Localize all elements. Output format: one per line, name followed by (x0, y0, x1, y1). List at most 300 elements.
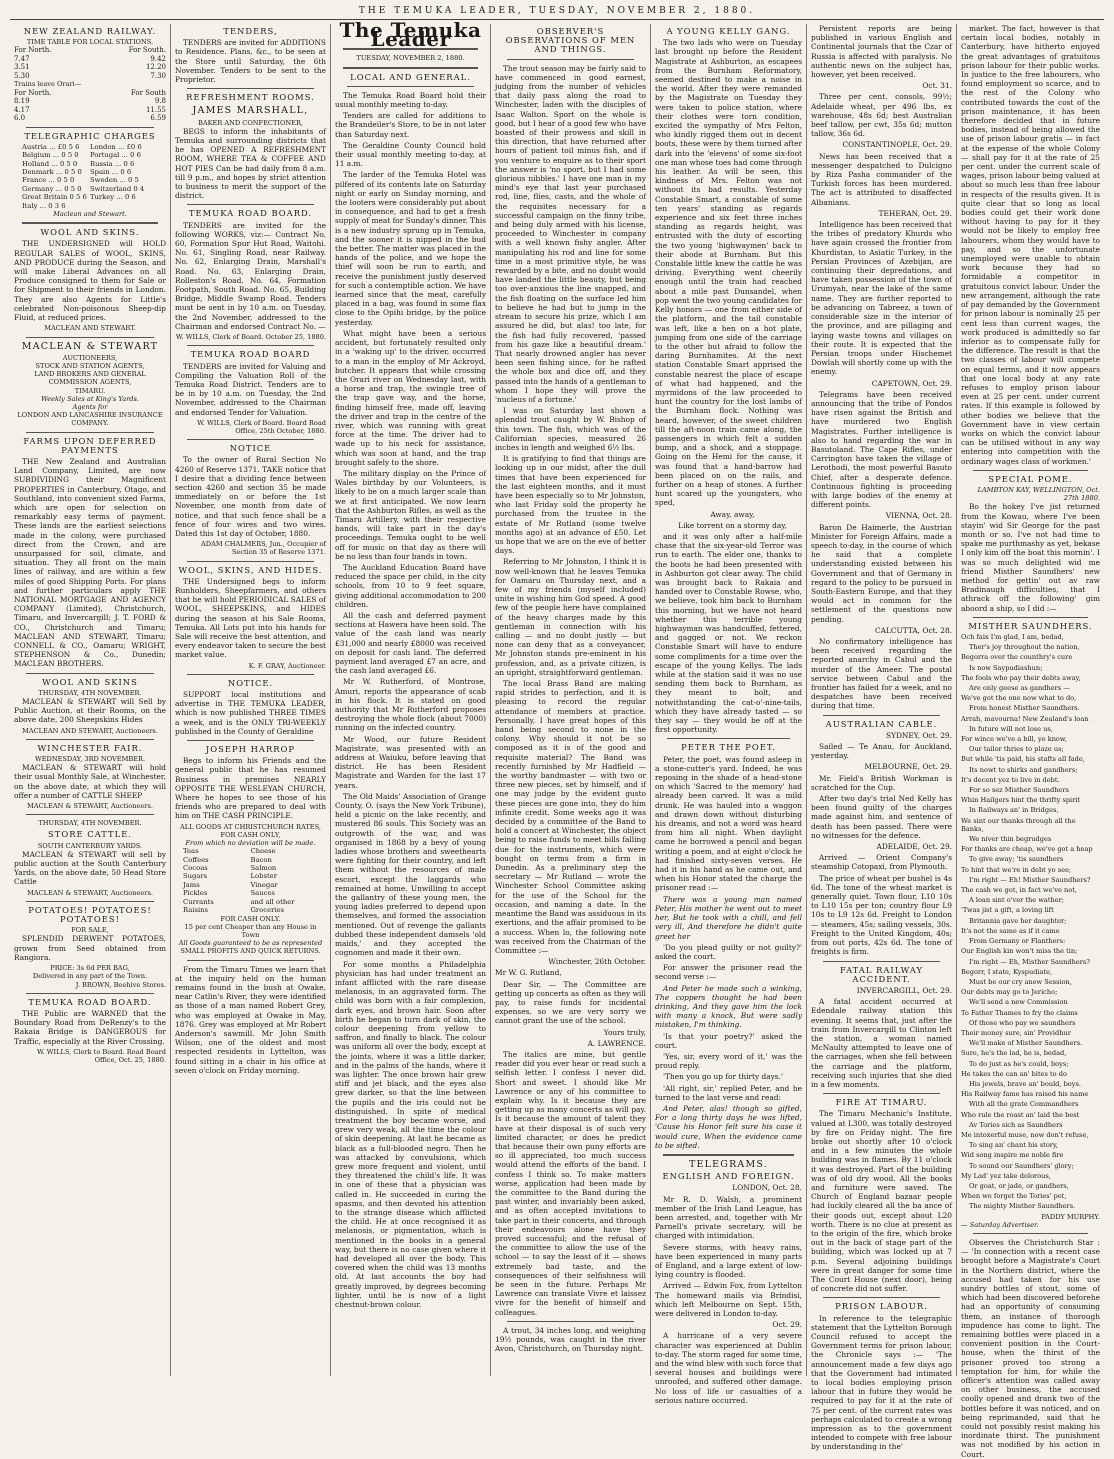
text-line: Portugal ... 0 6 (90, 151, 141, 160)
text-line: 9.42 (150, 54, 166, 63)
running-title: THE TEMUKA LEADER, TUESDAY, NOVEMBER 2, 1880. (10, 6, 1104, 20)
column-4 (490, 24, 650, 1376)
text-line: My Lad' yez take dolorous, (961, 1171, 1051, 1180)
divider (26, 432, 154, 433)
divider (973, 470, 1088, 471)
notice2-title: NOTICE. (227, 677, 274, 688)
text-line: Teas (183, 847, 199, 856)
divider (347, 86, 474, 87)
australian-cable-title: AUSTRALIAN CABLE. (825, 718, 938, 729)
text-line: Turkey ... 0 6 (90, 193, 136, 202)
article-paragraph: I was on Saturday last shown a splendid trout caught by W. Bishop of this town. The fish, which was of the Californian species, measured 26 inches in length and weighed 6½ lbs. (495, 406, 646, 452)
local-general-title: LOCAL AND GENERAL. (350, 71, 471, 82)
text-line: Are only geese as gandhers — (969, 684, 1070, 693)
divider (187, 674, 314, 675)
text-line: Agents for (72, 402, 108, 411)
text-line: Sure, he's the lad, he is, bedad, (961, 1049, 1067, 1058)
text-line: W. WILLS, Clerk of Board. Board Road Office, 25th October, 1880. (197, 418, 326, 435)
text-line: CONSTANTINOPLE, Oct. 29. (842, 140, 952, 150)
article-paragraph: The Old Maids' Association of Grange County, O. (says the New York Tribune), held a picnic on the lake recently, and mustered 86 souls. This Society was an outgrowth of the war, and was organised in 1868 by a bevy of young ladies whose brothers and sweethearts were fighting for their country, and left them without the resources of male escort, except the laggards who remained at home. Unwilling to accept the gallantry of these young men, the young ladies preferred to depend upon themselves, and formed the association mentioned. Out of revenge the gallants dubbed these independent damsels 'old maids,' and they accepted the cognomen and made it their own. (335, 791, 486, 958)
text-line: To give away; 'tis saundhers (969, 855, 1064, 864)
text-line: 'Twas jist a gift, a loving lift (961, 906, 1054, 915)
letter-closing: Yours truly, (603, 1027, 646, 1037)
text-line: Its nowt to shirks and gandhers; (969, 765, 1078, 774)
text-line: THURSDAY, 4TH NOVEMBER. (38, 688, 142, 697)
divider (26, 673, 154, 674)
article-paragraph: Tenders are called for additions to the Brandeiler's Store, to be in not later than Saturday next. (335, 111, 486, 139)
text-line: In reference to the telegraphic statement that the Lyttelton Borough Council refused to accept the Government terms for prison labour, the Chronicle says :— 'The announcement made a few days ago that the Government had intimated to local bodies employing prison labour that in future they would be required to pay for it at the rate of 75 per cent. of the current rates was perhaps calculated to create a wrong impression as to the government intended to compete with free labour by understanding in the' (811, 1313, 952, 1452)
divider (26, 127, 154, 128)
text-line: A hurricane of a very severe character was experienced at Dublin to-day. The storm raged for some time, and the wind blew with such force that several houses and buildings were unroofed, and suffered other damage. No loss of life or casualties of a serious nature occurred. (655, 1331, 802, 1405)
text-line: 12.20 (145, 63, 166, 72)
text-line: It's not the same as if it came (961, 926, 1060, 935)
text-line: I'm right — Eh, Misther Saundhers? (969, 957, 1090, 966)
text-line: For wince we've a bill, ye know, (961, 735, 1067, 744)
text-line: Our tailor thries to plaze us; (969, 745, 1064, 754)
divider (507, 1321, 634, 1322)
text-line: MACLEAN & STEWART, Auctioneers. (27, 888, 153, 897)
text-line: The fools who pay their debts away, (961, 673, 1081, 682)
text-line: We'll send a new Commission (969, 998, 1068, 1007)
times-article: From the Timaru Times we learn that at the inquiry held on the human remains found in the bush at Owake, near Catlin's River, they were identified as those of a man named Robert Grey, who was employed at Owake in May, 1876. Grey was employed at Mr Robert Anderson's sawmill. Mr John Smith Wilson, one of the oldest and most respected residents in Lyttelton, was found sitting in a chair in his office at seven o'clock on Friday morning. (175, 964, 326, 1075)
south-head: For South. (128, 46, 166, 55)
text-line: London ... £0 6 (90, 142, 142, 151)
text-line: After two day's trial Ned Kelly has been found guilty of the charges made against him, and sentence of death has been passed. There were no witnesses for the defence. (811, 794, 952, 840)
divider (26, 814, 154, 815)
text-line: 6.59 (150, 114, 166, 123)
telegraph-signature: Maclean and Stewart. (53, 210, 127, 219)
text-line: We'll make of Misther Saundhers. (969, 1039, 1083, 1048)
orari-note: Trains leave Orari— (14, 80, 82, 89)
potatoes-title: POTATOES! POTATOES! POTATOES! (28, 904, 152, 925)
text-line: Our English kin won't miss the tin; (961, 947, 1078, 956)
text-line: Oct. 29. (772, 1320, 802, 1330)
divider (663, 1154, 794, 1156)
text-line: Oct. 31. (922, 81, 952, 91)
text-line: For North. (14, 88, 52, 97)
wool-signature: MACLEAN AND STEWART. (44, 324, 136, 333)
column-2 (170, 24, 330, 1376)
special-pome-title: SPECIAL POME. (988, 473, 1073, 484)
column-7 (956, 24, 1104, 1459)
text-line: Salmon (250, 864, 277, 873)
text-line: MACLEAN & STEWART, Auctioneers. (27, 802, 153, 811)
text-line: SMALL PROFITS AND QUICK RETURNS. (180, 947, 321, 956)
text-line: MACLEAN & STEWART will Sell by Public Auction, at their Rooms, on the above date, 200 Sheepskins Hides (14, 697, 166, 725)
text-line: TEHERAN, Oct. 29. (878, 208, 952, 218)
timetable-title: TIME TABLE FOR LOCAL STATIONS. (26, 38, 154, 47)
text-line: 7.30 (150, 71, 166, 80)
text-line: Great Britain 0 5 6 (22, 193, 87, 202)
text-line: SUPPORT local institutions and advertise in THE TEMUKA LEADER, which is now published THREE TIMES a week, and is the ONLY TRI-WEEKLY published in the County of Geraldine (175, 690, 326, 736)
text-line: Austria ... £0 5 6 (22, 142, 80, 151)
text-line: Germany ... 0 5 0 (22, 184, 82, 193)
divider (823, 715, 940, 716)
text-line: The cash we got, in fact we've not, (961, 886, 1077, 895)
text-line: STOCK AND STATION AGENTS, (35, 361, 145, 370)
text-line: 4.17 (14, 105, 30, 114)
text-line: Away, away, (710, 509, 755, 519)
text-line: J. BROWN, Beehive Stores. (75, 980, 166, 989)
text-line: Mr R. D. Walsh, a prominent member of the Irish Land League, has been arrested, and, together with Mr Parnell's private secretary, will be charged with intimidation. (655, 1194, 802, 1241)
text-line: ADELAIDE, Oct. 29. (876, 842, 952, 852)
text-line: Me intoxerful muse, now don't refuse, (961, 1130, 1089, 1139)
article-paragraph: Mr W. Rutherford, of Montrose, Amuri, reports the appearance of scab in his flock. It is stated on good authority that Mr Rutherford proposes destroying the whole flock (about 7000) running on the infected country. (335, 677, 486, 733)
text-line: To do just as he's could, boys; (969, 1059, 1069, 1068)
text-line: Begorra over the counthry's cure (961, 653, 1073, 662)
text-line: Arrah, mavourna! New Zealand's loan (961, 714, 1089, 723)
telegraph-table (14, 143, 166, 210)
text-line: For thanks are cheap, we've got a heap (961, 845, 1093, 854)
english-foreign-title: ENGLISH AND FOREIGN. (662, 1171, 795, 1182)
ms-title: MACLEAN & STEWART (21, 340, 159, 352)
text-line: 7.47 (14, 54, 30, 63)
text-line: In future will not lose us, (969, 724, 1053, 733)
trb-title: TEMUKA ROAD BOARD. (188, 208, 313, 219)
text-line: Sweden ... 0 5 (90, 176, 139, 185)
text-line: Begorr, I state, Kyspudiate, (961, 967, 1053, 976)
text-line: In Railways an' in Bridges, (969, 806, 1059, 815)
divider (187, 345, 314, 346)
marshall-title: JAMES MARSHALL, (192, 105, 309, 117)
text-line: For so sez Misther Saundhers (969, 786, 1069, 795)
text-line: From Germany or Flanthers: (969, 937, 1066, 946)
text-line: Who rule the roast an' laid the best (961, 1110, 1080, 1119)
text-line: 11.55 (145, 105, 166, 114)
farms-text: THE New Zealand and Australian Land Company, Limited, are now SUBDIVIDING their Magnificent PROPERTIES in Canterbury, Otago, and Southland, into convenient sized Farms, which are open for selection on remarkably easy terms of payment. These lands are the earliest selections made in the colony, were purchased direct from the Crown, and are unsurpassed for soil, climate, and situation. They all front on the main lines of railway, and are within a few miles of good Shipping Ports. For plans and further particulars apply THE NATIONAL MORTGAGE AND AGENCY COMPANY (Limited), Christchurch, Timaru, and Invercargill; J. T. FORD & CO., Christchurch and Timaru; MACLEAN AND STEWART, Timaru; CONNELL & CO., Oamaru; WRIGHT, STEPHENSON & Co., Dunedin; MACLEAN BROTHERS. (14, 456, 166, 669)
letter-date: Winchester, 26th October. (548, 957, 646, 967)
article-paragraph: The larder of the Temuka Hotel was pilfered of its contents late on Saturday night or early on Sunday morning, and the looters were considerably put about in consequence, and had to get a fresh supply of meat for Sunday's dinner. This is a new industry sprung up in Temuka, and the sooner it is nipped in the bud the better. The matter was placed in the hands of the police, and we hope the thief will soon be run to earth, and receive the punishment justly deserved for such a contemptible action. We have learned since that the meat, carefully placed in a bag, was found in some flax close to the Opihi bridge, by the police yesterday. (335, 170, 486, 327)
divider (187, 740, 314, 741)
text-line: A loan sint o'ver the wather; (969, 896, 1064, 905)
column-3 (330, 18, 490, 1376)
poem-body (961, 633, 1100, 1211)
text-line: Russia ... 0 6 (90, 159, 135, 168)
text-line: Arrived — Edwin Fox, from Lyttelton The homeward mails via Brindisi, which left Melbourne on Sept. 15th, were delivered in London to-day. (655, 1281, 802, 1319)
text-line: WEDNESDAY, 3RD NOVEMBER. (34, 755, 146, 764)
text-line: Sugars (183, 872, 208, 881)
text-line: And Peter, alas! though so gifted, For a long thirty days he was lifted, 'Cause his Honor felt sure his case it would cure, When the evidence came to be sifted. (655, 1103, 802, 1150)
divider (187, 204, 314, 205)
article-paragraph: The trout season may be fairly said to have commenced in good earnest, judging from the number of vehicles that daily pass along the road to Winchester, laden with the disciples of Isaac Walton. Sport on the whole is good, but I hear of a good few who have boasted of their prowess and skill in this direction, that have returned after hours of patient toil minus fish, and if you venture to enquire as to their sport the answer is 'no sport, but I had some glorious nibbles.' I have one man in my mind's eye that last year purchased rod, line, flies, casts, and the whole of the requisites necessary for a successful campaign on the finny tribe, and being duly armed with his license, proceeded to Winchester in company with a well known fishy angler. After manipulating his rod and line for some time in a most primitive style, he was rewarded by a bite, and no doubt would have landed the little beauty, but being too over-anxious the line snapped, and the fish floating on the surface led him to believe he had but to jump in the stream to secure his prize, which I am assured he did, but alas! too late, for the fish had fully recovered, 'passed from his gaze like a beautiful dream.' That nearly drowned angler has never been seen fishing since, for he rafted the whole box and dice off, and they passed into the hands of a gentleman to whom I hope they will prove the 'nucleus of a fortune.' (495, 63, 646, 404)
divider (187, 960, 314, 961)
text-line: We niver thin begrudges (969, 835, 1052, 844)
text-line: 'All right, sir,' replied Peter, and he turned to the last verse and read: (655, 1083, 802, 1102)
text-line: 8.19 (14, 97, 30, 106)
text-line: Lobster (250, 872, 277, 881)
text-line: Ther's joy throughout the nation, (969, 643, 1080, 652)
divider (343, 67, 478, 69)
text-line: 'Do you plead guilty or not guilty?' asked the court. (655, 942, 802, 961)
kelly-title: A YOUNG KELLY GANG. (666, 26, 791, 36)
misther-saundhers-title: MISTHER SAUNDHERS. (968, 620, 1093, 631)
text-line: MELBOURNE, Oct. 29. (864, 762, 952, 772)
telegraph-title: TELEGRAPHIC CHARGES (24, 130, 156, 141)
masthead: The Temuka Leader (339, 18, 482, 52)
text-line: ALL GOODS AT CHRISTCHURCH RATES, FOR CASH ONLY, (180, 822, 321, 839)
text-line: LONDON AND LANCASHIRE INSURANCE COMPANY. (17, 411, 163, 428)
text-line: Weekly Sales at King's Yards. (40, 394, 139, 403)
text-line: The two lads who were on Tuesday last brought up before the Resident Magistrate at Ashburton, as escapees from the Burnham Reformatory, seemed destined to make a noise in the world. After they were remanded by the Magistrate on Tuesday they were taken to police station, where their clothes were torn condition, excited the sympathy of Mrs Felton, who kindly rigged them out in decent boots, these were by them turned after dark into the 'elevens' of some six-foot one man whose toes had come through his leather. As will be seen, this kindness of Mrs. Felton was not without its bad results. Yesterday Constable Smart, a constable of some ten years' standing as regards experience and six feet three inches standing as regards height, was entrusted with the duty of escorting the two young 'highwaymen' back to their abode at Burnham. But this Constable little knew the cattle he was driving. Everything went cheerily enough until the train had reached about a mile past Dunsandel, when pop went the two young candidates for Kelly honors — one from either side of the platform, and the tail constable was left, like a hen on a hot plate, jumping from one side of the carriage to the other but afraid to follow the daring Burnhamites. At the next station Constable Smart apprised the constable nearest the place of escape of what had happened, and the myrmidons of the law proceeded to hunt the country for the lost lambs of the Burnham flock. Nothing was heard, however, of the sweet children till the aft-noon train came along, the passengers in which felt a sudden bump, and a shock, and a stoppage. Going on the Hemi for the cause, it was found that a hand-barrow had been placed on on the rails, and further on a heap of stones. A further hunt scared up the youngsters, who sped, (655, 38, 802, 508)
article-paragraph: It is gratifying to find that things are looking up in our midst, after the dull times that have been experienced for the last eighteen months, and it must have been especially so to Mr Johnston, who last Friday sold the property he purchased from the trustee in the estate of Mr Rutland (some twelve months ago) at an advance of £50. Let us hope that we are on the eve of better days. (495, 454, 646, 556)
text-line: MACLEAN & STEWART will hold their usual Monthly Sale, at Winchester, on the above date, at which they will offer a number of CATTLE SHEEP (14, 763, 166, 800)
text-line: All Goods guaranteed to be as represented (178, 939, 323, 948)
text-line: Intelligence has been received that the tribes of predatory Khurds who have again crossed the frontier from Khurdistan, to Asiatic Turkey, in the Persian Provinces of Azebijan, are continuing their depredations, and have taken possession of the town of Urumyah, near the lake of the same name. They are further reported to be advancing on Tabreez, a town of considerable size in the interior of the province, and are pillaging and laying waste towns and villages on their route. It is expected that the Persian troops under Hischemet Dowlah will shortly come up with the enemy. (811, 220, 952, 377)
divider (187, 439, 314, 440)
text-line: It's decent yez to live in debt. (961, 775, 1060, 784)
text-line: A fatal accident occurred at Edendale railway station this evening. It seems that, just after the train from Invercargill to Clinton left the station, a woman named McNaulty attempted to leave one of the carriages, when she fell between the carriage and the platform, receiving such injuries that she died in a few moments. (811, 997, 952, 1089)
text-line: He takes the can an' bites to do (961, 1069, 1067, 1078)
text-line: Pickles (183, 889, 208, 898)
text-line: Bacon (250, 855, 272, 864)
timetable-orari (14, 89, 166, 123)
text-line: And Peter he made such a winking, The coppers thought he had been drinking, And they gave him the lock with many a knock, But were sadly mistaken, I'm thinking. (655, 983, 802, 1030)
text-line: The price of wheat per bushel is 4s 6d. The tone of the wheat market is generally quiet. Town flour, L10 10s to L10 15s per ton; country flour L9 10s to L9 12s 6d. Freight to London — steamers, 45s; sailing vessels, 30s. Freight to the United Kingdom, 40s; from out ports, 42s 6d. The tone of freights is firm. (811, 873, 952, 957)
article-paragraph: The military display on the Prince of Wales birthday by our Volunteers, is likely to be on a much larger scale than we at first anticipated. We now learn that the Ashburton Rifles, as well as the Timaru Artillery, with their respective bands, will take part in the day's proceedings. Temuka ought to be well off for music on that day as there will be no less than four bands in town. (335, 468, 486, 561)
text-line: Cheese (250, 847, 276, 856)
article-paragraph: The Auckland Education Board have reduced the space per child, in the city schools, from 10 to 9 feet square, giving additional accommodation to 200 children. (335, 562, 486, 609)
text-line: W. WILLS, Clerk to Board. Road Board Office, Oct. 25, 1880. (36, 1047, 166, 1064)
source-credit: — Saturday Advertiser. (961, 1220, 1039, 1229)
text-line: TENDERS are invited for the following WORKS, viz:— Contract No. 60, Formation Spur Hut Road, Waitohi. No. 61, Singling Road, near Railway. No. 62, Enlarging Drain, Marshall's Road. No. 63, Enlarging Drain, Rolleston's Road. No. 64, Formation Footpath, South Road. No. 65, Building Bridge, Middle Swamp Road. Tenders must be sent in by 10 a.m. on Tuesday, the 2nd November, addressed to the Chairman and endorsed Contract No. — (175, 220, 326, 331)
text-line: To the owner of Rural Section No 4260 of Reserve 1371. TAKE notice that I desire that a dividing fence between section 4260 and section 35 be made immediately on or before the 1st November, one month from date of notice, and that such fence shall be a fence of four wires and two wires. Dated this 1st day of October, 1880. (175, 455, 326, 538)
article-paragraph: The Geraldine County Council hold their usual monthly meeting to-day, at 11 a.m. (335, 140, 486, 169)
refreshment-title: REFRESHMENT ROOMS. (186, 92, 315, 103)
wool-text: THE UNDERSIGNED will HOLD REGULAR SALES of WOOL, SKINS, AND PRODUCE during the Season, and will make Liberal Advances on all Produce consigned to them for Sale or for Shipment to their friends in London. They are also Agents for Little's celebrated Non-poisonous Sheep-dip Fluid, at reduced prices. (14, 239, 166, 323)
text-line: FOR SALE, (71, 926, 109, 935)
text-line: Must be our cry anew Session, (969, 977, 1072, 986)
text-line: Spain ... 0 6 (90, 168, 132, 177)
text-line: Jams (183, 880, 200, 889)
text-line: SOUTH CANTERBURY YARDS. (37, 841, 143, 850)
text-line: 5.30 (14, 71, 30, 80)
telegrams-title: TELEGRAMS. (688, 1158, 769, 1170)
text-line: His jewels, brave an' bould, boys. (969, 1079, 1081, 1088)
text-line: THURSDAY, 4TH NOVEMBER. (38, 819, 142, 828)
text-line: Mr. Field's British Workman is scratched for the Cup. (811, 773, 952, 792)
text-line: LAND BROKERS AND GENERAL (34, 370, 146, 379)
text-line: With all the grate Commandhers (969, 1100, 1079, 1109)
divider (187, 561, 314, 562)
article-paragraph: For some months a Philadelphia physician has had under treatment an infant afflicted with the rare disease melanosis, in an aggravated form. The child was born with a fair complexion, dark eyes, and brown hair. Soon after birth he began to turn dark of skin, the colour deepening from yellow to saffron, and finally to black. The colour was uniform all over the body, except at the joints, where it was a little darker, and in the palms of the hands, where it was lighter. The once brown hair grew stiff and jet black, and the eyes also grew darker, so that the line between the pupils and the iris could not be distinguished. In spite of medical treatment the boy became worse, and grew very weak, all the time the colour of skin deepening. At last he became as black as a full-blooded negro. Then he was attacked by convulsions, which grew more frequent and violent, until they threatened the child's life. It was in one of these that a physician was called in. He succeeded in curing the spasms, and then devoted his attention to the strange disease which afflicted the child. He at once recognised it as melanosis, or pigmentation, which is mentioned in the books in a general way, but there is no case given where it had developed all over the body. This covered when the child was 13 months old. At last accounts the boy had greatly improved, by degrees becoming lighter, until he is now of a light chestnut-brown colour. (335, 959, 486, 1310)
divider (26, 337, 154, 338)
text-line: Sailed — Te Anau, for Auckland, yesterday. (811, 742, 952, 761)
fire-title: FIRE AT TIMARU. (835, 1097, 928, 1108)
text-line: Belgium ... 0 5 0 (22, 151, 79, 160)
text-line: INVERCARGILL, Oct. 29. (856, 985, 952, 995)
text-line: Peter, the poet, was found asleep in a stone-cutter's yard. Indeed, he was reposing in the shade of a head-stone on which 'Sacred to the memory' had already been carved. It was a mild drunk. He was hauled into a waggon and drawn down without disturbing his dreams, and not a word was heard from him all night. When daylight came he borrowed a pencil and began writing a poem, and at eight o'clock he had finished sixty-seven verses. He had it in his hand as he came out, and when his Honor stated the charge the prisoner read :— (655, 754, 802, 893)
text-line: MACLEAN AND STEWART, Auctioneers. (22, 726, 158, 735)
divider (823, 961, 940, 962)
divider (187, 88, 314, 89)
text-line: Delivered in any part of the Town. (32, 972, 148, 981)
text-line: Wid song inspire me noble fire (961, 1151, 1064, 1160)
text-line: Their money sure, sin' Providhur (961, 1028, 1071, 1037)
text-line: 15 per cent Cheaper than any House in Town (184, 922, 317, 939)
text-line: Our debts may go to Jericho; (961, 988, 1058, 997)
text-line: Sauces (250, 889, 275, 898)
road-board-title: TEMUKA ROAD BOARD. (28, 996, 152, 1007)
column-6 (806, 24, 956, 1452)
article-paragraph: The Temuka Road Board hold their usual monthly meeting to-day. (335, 90, 486, 110)
text-line: and all other (250, 897, 295, 906)
text-line: 'Yes, sir, every word of it,' was the proud reply. (655, 1051, 802, 1071)
text-line: PRICE: 3s 6d PER BAG, (50, 964, 130, 973)
text-line: MACLEAN & STEWART will sell by public auction at the South Canterbury Yards, on the above date, 50 Head Store Cattle (14, 849, 166, 887)
text-line: The mighty Misther Saundhers. (969, 1202, 1076, 1211)
text-line: To sound our Saundhers' glory; (969, 1161, 1074, 1170)
tenders-title: TENDERS, (223, 26, 278, 36)
text-line: Is now Saypudiashun; (969, 663, 1043, 672)
farms-title: FARMS UPON DEFERRED PAYMENTS (23, 435, 157, 455)
observer-title: OBSERVER'S OBSERVATIONS OF MEN AND THINGS. (505, 26, 636, 55)
text-line: market. The fact, however is that certain local bodies, notably in Canterbury, have hitherto enjoyed the great advantages of gratuitous prison labour for their public works. In justice to the free labourers, who found employment so scarce, and to the rest of the Colony who contributed towards the cost of the prison maintenance, it has been therefore decided that in future bodies, instead of being allowed the use of prison labour gratis — in fact at the expense of the whole Colony — shall pay for it at the rate of 25 per cent. under the current scale of wages, prison labour being valued at about so much less than free labour in respects of the results given. It is quite clear that so long as local bodies could get their work done without having to pay for it they would not be likely to employ free labourers, whom they would have to pay, and so the unfortunate unemployed were unable to obtain work because they had so formidable a competitor in gratuitous convict labour. Under the new arrangement, although the rate of pay demanded by the Government for prison labour is nominally 25 per cent less than current wages, the work produced is admittedly so far inferior as to compensate fully for the difference. The result is that the two classes of labour will compete on equal terms, and it now appears that one local body at any rate refuses to employ prison labour even at 25 per cent. under current rates. If this example is followed by other bodies we believe that the Government have in view certain works on which the convict labour can be utilised without in any way entering into competition with the ordinary wages class of workmen.' (961, 24, 1100, 466)
text-line: Of those who pay we saundhers (969, 1018, 1076, 1027)
text-line: Currants (183, 897, 214, 906)
text-line: But while 'tis paid, his stafts all fade, (961, 755, 1085, 764)
text-line: Vinegar (250, 880, 278, 889)
notice-title: NOTICE (229, 443, 272, 454)
text-line: 3.51 (14, 63, 30, 72)
divider (667, 738, 790, 739)
wool-hides-title: WOOL, SKINS, AND HIDES. (178, 564, 323, 575)
text-line: Britannia gave her daughter; (969, 916, 1067, 925)
text-line: There was a young man named Peter, His mother he went out to meet her, But he took with a chill, and fell very ill, And therefore he didn't quite greet her (655, 894, 802, 941)
store-title: STORE CATTLE. (48, 829, 132, 840)
text-line: LONDON, Oct. 28. (732, 1183, 802, 1193)
text-line: Arrived — Orient Company's steamship Cotopaxi, from Plymouth. (811, 853, 952, 872)
text-line: Like torrent on a stormy day, (678, 520, 787, 530)
text-line: Bo the hokey I've jist returned from the Kowau, where I've been stayin' wid Sir George for the past month or so. I've not had time to spake me purthmashy as yet, bekase I only kim off the boat this mornin'. I was so much delighted wid me friend Misther Saundhers' new method for gettin' out av raw Bradinaugh difficulties, that I athrack off the following' gim aboord a ship, so I did :— (961, 502, 1100, 613)
text-line: SYDNEY, Oct. 29. (886, 730, 952, 740)
text-line: Italy ... 0 3 6 (22, 201, 66, 210)
goods-list (175, 847, 326, 914)
text-line: Cocoas (183, 864, 208, 873)
text-line: I'm right — Eh! Misther Saundhers? (969, 875, 1091, 884)
text-line: To hint that we're in debt yo see; (961, 865, 1072, 874)
column-1 (10, 24, 170, 1376)
railway-accident-title: FATAL RAILWAY ACCIDENT. (840, 964, 923, 984)
poem-signature: PADDY MURPHY. (1041, 1212, 1100, 1221)
divider (26, 993, 154, 994)
divider (973, 1233, 1088, 1234)
text-line: To sing an' chant his story, (969, 1141, 1058, 1150)
text-line: VIENNA, Oct. 28. (885, 511, 952, 521)
text-line: Telegrams have been received announcing that the tribe of Pondos have risen against the British and have murdered two English Magistrates. Further intelligence is also to hand regarding the war in Basutoland. The Cape Rifles, under Carrington have taken the village of Lerothodi, the most powerful Basuto Chief, after a desperate defence. Continuous fighting is proceeding with large bodies of the enemy at different points. (811, 389, 952, 510)
divider (22, 222, 158, 224)
text-line: Raisins (183, 906, 209, 915)
divider (823, 1093, 940, 1094)
text-line: BAKER AND CONFECTIONER, (197, 118, 304, 127)
text-line: We sint our thanks through all the Banks, (961, 816, 1076, 833)
text-line: From honest Misther Saundhers. (969, 704, 1080, 713)
text-line: Begs to inform his Friends and the general public that he has resumed Business in premises NEARLY OPPOSITE THE WESLEYAN CHURCH, Where he hopes to see those of his friends who are prepared to deal with him on THE CASH PRINCIPLE. (175, 756, 326, 821)
wool-title: WOOL AND SKINS. (40, 227, 140, 238)
trb2-title: TEMUKA ROAD BOARD (190, 349, 311, 360)
text-line: Or goat, or jade, or gandhers, (969, 1181, 1069, 1190)
text-line: News has been received that a messenger despatched to Dulcigno by Riza Pasha commander of the Turkish forces has been murdered. The act is attributed to disaffected Albanians. (811, 151, 952, 207)
article-paragraph: All the cash and deferred payment sections at Hawera have been sold. The value of the cash land was nearly £31,000 and nearly £8000 was received on deposit for cash land. The deferred payment land averaged £7 an acre, and the cash land averaged £6. (335, 610, 486, 676)
text-line: From which no deviation will be made. (185, 839, 316, 848)
text-line: Whin Hailgers hint the thrifty spirit (961, 796, 1081, 805)
article-paragraph: Referring to Mr Johnston, I think it is now well-known that he leaves Temuka for Oamaru on Thursday next, and a few of my friends (myself included) unite in wishing him God speed. A good few of the people here have complained of the heavy charges made by this gentleman in connection with his calling — and no doubt justly — but none can deny that as a conveyancer, Mr Johnston stands pre-eminent in his profession, and, as a private citizen, is an upright, straightforward gentleman. (495, 557, 646, 677)
text-line: W. WILLS, Clerk of Board. October 25, 1880. (175, 333, 326, 342)
divider (823, 1297, 940, 1298)
letter-addressee: Mr W. G. Rutland, (495, 968, 562, 978)
text-line: 6.0 (14, 114, 26, 123)
text-line: Denmark ... 0 5 0 (22, 168, 82, 177)
winchester-title: WINCHESTER FAIR. (37, 742, 143, 753)
text-line: and it was only after a half-mile chase that the six-year-old Terror was run to earth. The elder one, thanks to the boots he had been presented with in Ashburton got clear away. The child was brought back to Rakaia and handed over to Constable Rowse, who, we believe, took him back to Burnham this morning, but we have not heard whether this terrible young highwayman was handcuffed, fettered, and gagged or not. We reckon Constable Smart will have to endure some compliments for a time over the escape of the young Kellys. The lads while at the station said it was no use sending them back to Burnham, as they meant to bolt, and notwithstanding the cat-o'-nine-tails, which they have already tasted — so they say — they would be off at the first opportunity. (655, 531, 802, 735)
prison-labour-title: PRISON LABOUR. (835, 1301, 928, 1312)
text-line: Severe storms, with heavy rains, have been experienced in many parts of England, and a large extent of low-lying country is flooded. (655, 1242, 802, 1280)
text-line: COMMISSION AGENTS, (48, 378, 132, 387)
harrop-title: JOSEPH HARROP (205, 744, 296, 755)
text-line: CALCUTTA, Oct. 28. (874, 625, 952, 635)
text-line: The Timaru Mechanic's Institute, valued at L300, was totally destroyed by fire on Friday night. The fire broke out shortly after 10 o'clock and in a few minutes the whole building was in flames. By 11 o'clock it was destroyed. Part of the building was of old dry wood. All the books and furniture were saved. The Church of England bazaar people had luckily cleared all the ba ance of their goods out, except about L20 worth. There is no clue at present as to the origin of the fire, which broke out in the back of stage part of the building, which was locked up at 7 p.m. Several adjoining buildings were in great danger for some time The Court House (next door), being of concrete did not suffer. (811, 1109, 952, 1294)
divider (26, 901, 154, 902)
text-line: 9.8 (154, 97, 166, 106)
divider (507, 59, 634, 60)
text-line: TENDERS are invited for ADDITIONS to Residence. Plans, &c., to be seen at the Store until Saturday, the 6th November. Tenders to be sent to the Proprietor. (175, 38, 326, 85)
text-line: No confirmatory intelligence has been received regarding the reported anarchy in Cabul and the murder of the Ameer. The postal service between Cabul and the frontier has failed for a week, and no despatches have been received during that time. (811, 637, 952, 711)
text-line: 'Then you go up for thirty days.' (663, 1072, 783, 1082)
text-line: TENDERS are invited for Valuing and Compiling the Valuation Roll of the Temuka Road District. Tenders are to be in by 10 a.m. on Tuesday, the 2nd November, addressed to the Chairman and endorsed Tender for Valuation. (175, 361, 326, 417)
peter-title: PETER THE POET. (681, 742, 776, 753)
text-line: We've got the one now what to do, (961, 694, 1077, 703)
text-line: France ... 0 5 0 (22, 176, 75, 185)
text-line: For South (130, 88, 166, 97)
timetable-temuka (14, 46, 166, 80)
article-paragraph: Mr Wood, our future Resident Magistrate, was presented with an address at Waiuku, before leaving that district. He has been Resident Magistrate and Warden for the last 17 years. (335, 734, 486, 790)
railway-title: NEW ZEALAND RAILWAY. (23, 26, 157, 36)
text-line: AUCTIONEERS, (62, 353, 118, 362)
divider (973, 617, 1088, 618)
text-line: THE Public are WARNED that the Boundary Road from DeRenzy's to the Rakaia Bridge is DANGEROUS for Traffic, especially at the River Crossing. (14, 1008, 166, 1046)
text-line: 'Is that your poetry?' asked the court. (655, 1031, 802, 1050)
article-paragraph: The local Brass Band are making rapid strides to perfection, and it is pleasing to record the regular attendance of members at practice. Personally, I have great hopes of this band being second to none in the colony. Why should it not be so composed as it is of the good and requisite material? The Band was recently furnished by Mr Hadfield — the worthy bandmaster — with two or three new pieces, set by himself, and if one may judge by the evident gusto these pieces are gone into, they do him infinite credit. Some weeks ago it was decided by a committee of the Band to hold a concert at Winchester, the object being to raise funds to meet bills falling due for the instruments, which were bought on terms from a firm in Dunedin. As a preliminary step the secretary — Mr Rutland — wrote the Winchester School Committee asking for the use of the School for the occasion, and naming a date. In the meantime the Band was assiduous in its exertions, and the affair promised to be a success. When lo, the following note was received from the Chairman of the Committee :— (495, 679, 646, 955)
text-line: His Railway fame has raised his name (961, 1090, 1089, 1099)
text-line: Coffees (183, 855, 209, 864)
closing-article: Observes the Christchurch Star :— 'In connection with a recent case brought before a Magistrate's Court in the Northern district, where the accused had taken for his use sundry bottles of stout, some of which had been discovered beforehe had an opportunity of consuming them, an instance of thorough impudence has come to light. The remaining bottles were placed in a convenient position in the Court-house, when the thirst of the prisoner proved too strong a temptation for him, for while the officer's attention was called away on other business, the accused coolly opened and drank two of the bottles before it was noticed, and on being reprimanded, said that he could not possibly resist making his inordinate thirst. The punishment was not modified by his action in Court. (961, 1237, 1100, 1459)
text-line: Persistent reports are being published in various English and Continental journals that the Czar of Russia is affected with paralysis. No authentic news on the subject has, however, yet been received. (811, 24, 952, 80)
text-line: Och faix I'm glad, I am, bedad, (961, 633, 1064, 641)
column-5 (650, 24, 806, 1405)
text-line: CAPETOWN, Oct. 29. (871, 378, 952, 388)
text-line: Groceries (250, 906, 285, 915)
article-paragraph: The italics are mine, but gentle reader did you ever hear or read such a selfish letter. I confess I never did. Short and sweet. I should like Mr Lawrence or any of his committee to explain why. Is it because they are getting up as many concerts as will pay. Is it because the amount of talent they have at their disposal is of such very limited character, or does he predict that because their own puny efforts are so ill appreciated, too much success would attend the efforts of the band. I confess I think so. To make matters worse, application had been made by the committee to the Band during the past winter, and invariably been asked, and as often accepted invitations to take part in their concerts, and through their endeavours alone have they proved successful; and the refusal of the committee to allow the use of the school — to say the least of it — shows extremely bad taste, and the consequences of their selfishness will be seen in the future. Perhaps Mr Lawrence can translate Vivre et laissez vivre for the benefit of himself and colleagues. (495, 1049, 646, 1317)
text-line: Av Tories sich as Saundhers (969, 1120, 1063, 1129)
text-line: THE Undersigned begs to inform Runholders, Sheepfarmers, and others that he will hold PERIODICAL SALES of WOOL, SHEEPSKINS, and HIDES during the season at his Sale Rooms, Temuka. All Lots put into his hands for Sale will receive the best attention, and every endeavor taken to secure the best market value. (175, 576, 326, 660)
text-line: TIMARU. (74, 386, 106, 395)
text-line: Holland ... 0 5 0 (22, 159, 78, 168)
issue-date: TUESDAY, NOVEMBER 2, 1880. (356, 54, 465, 63)
text-line: To Father Thames to fry the claims (961, 1008, 1078, 1017)
article-paragraph: What might have been a serious accident, but fortunately resulted only in a 'waking up' to the driver, occurred to a man in the employ of Mr Ackroyd, butcher. It appears that while crossing the Orari river on Wednesday last, with a horse and trap, the swingle tree of the trap gave way, and the horse, finding himself free, made off, leaving the driver and trap in the centre of the river, which was running with great force at the time. The driver had to wade up to his neck for assistance, which was soon at hand, and the trap brought safely to the shore. (335, 328, 486, 467)
text-line: SPLENDID DERWENT POTATOES, grown from Seed obtained from Rangiora. (14, 934, 166, 962)
text-line: FOR CASH ONLY. (220, 914, 281, 923)
north-head: For North. (14, 46, 52, 55)
text-line: Three per cent. consols, 99½; Adelaide wheat, per 496 lbs, ex warehouse, 48s 6d; best Australian beef tallow, per cwt, 35s 6d; mutton tallow, 36s 6d. (811, 92, 952, 139)
text-line: BEGS to inform the inhabitants of Temuka and surrounding districts that he has OPENED A REFRESHMENT ROOM, WHERE TEA & COFFEE AND HOT PIES Can be had daily from 8 a.m. till 9 p.m., and hopes by strict attention to business to merit the support of the district. (175, 126, 326, 201)
letter-signature: A. LAWRENCE. (587, 1038, 646, 1048)
text-line: ADAM CHALMERS, Jun., Occupier of Section 35 of Reserve 1371. (201, 540, 326, 557)
text-line: Switzerland 0 4 (90, 184, 145, 193)
text-line: LAMBTON KAY, WELLINGTON, Oct. 27th 1880. (977, 485, 1100, 503)
text-line: K. F. GRAY, Auctioneer. (248, 661, 326, 670)
divider (26, 739, 154, 740)
text-line: Baron De Haimerle, the Austrian Minister for Foreign Affairs, made a speech to-day, in the course of which he said that a complete understanding existed between his Government and that of Germany in regard to the policy to be pursued in South-Eastern Europe, and that they would act in common for the settlement of the questions now pending. (811, 522, 952, 624)
